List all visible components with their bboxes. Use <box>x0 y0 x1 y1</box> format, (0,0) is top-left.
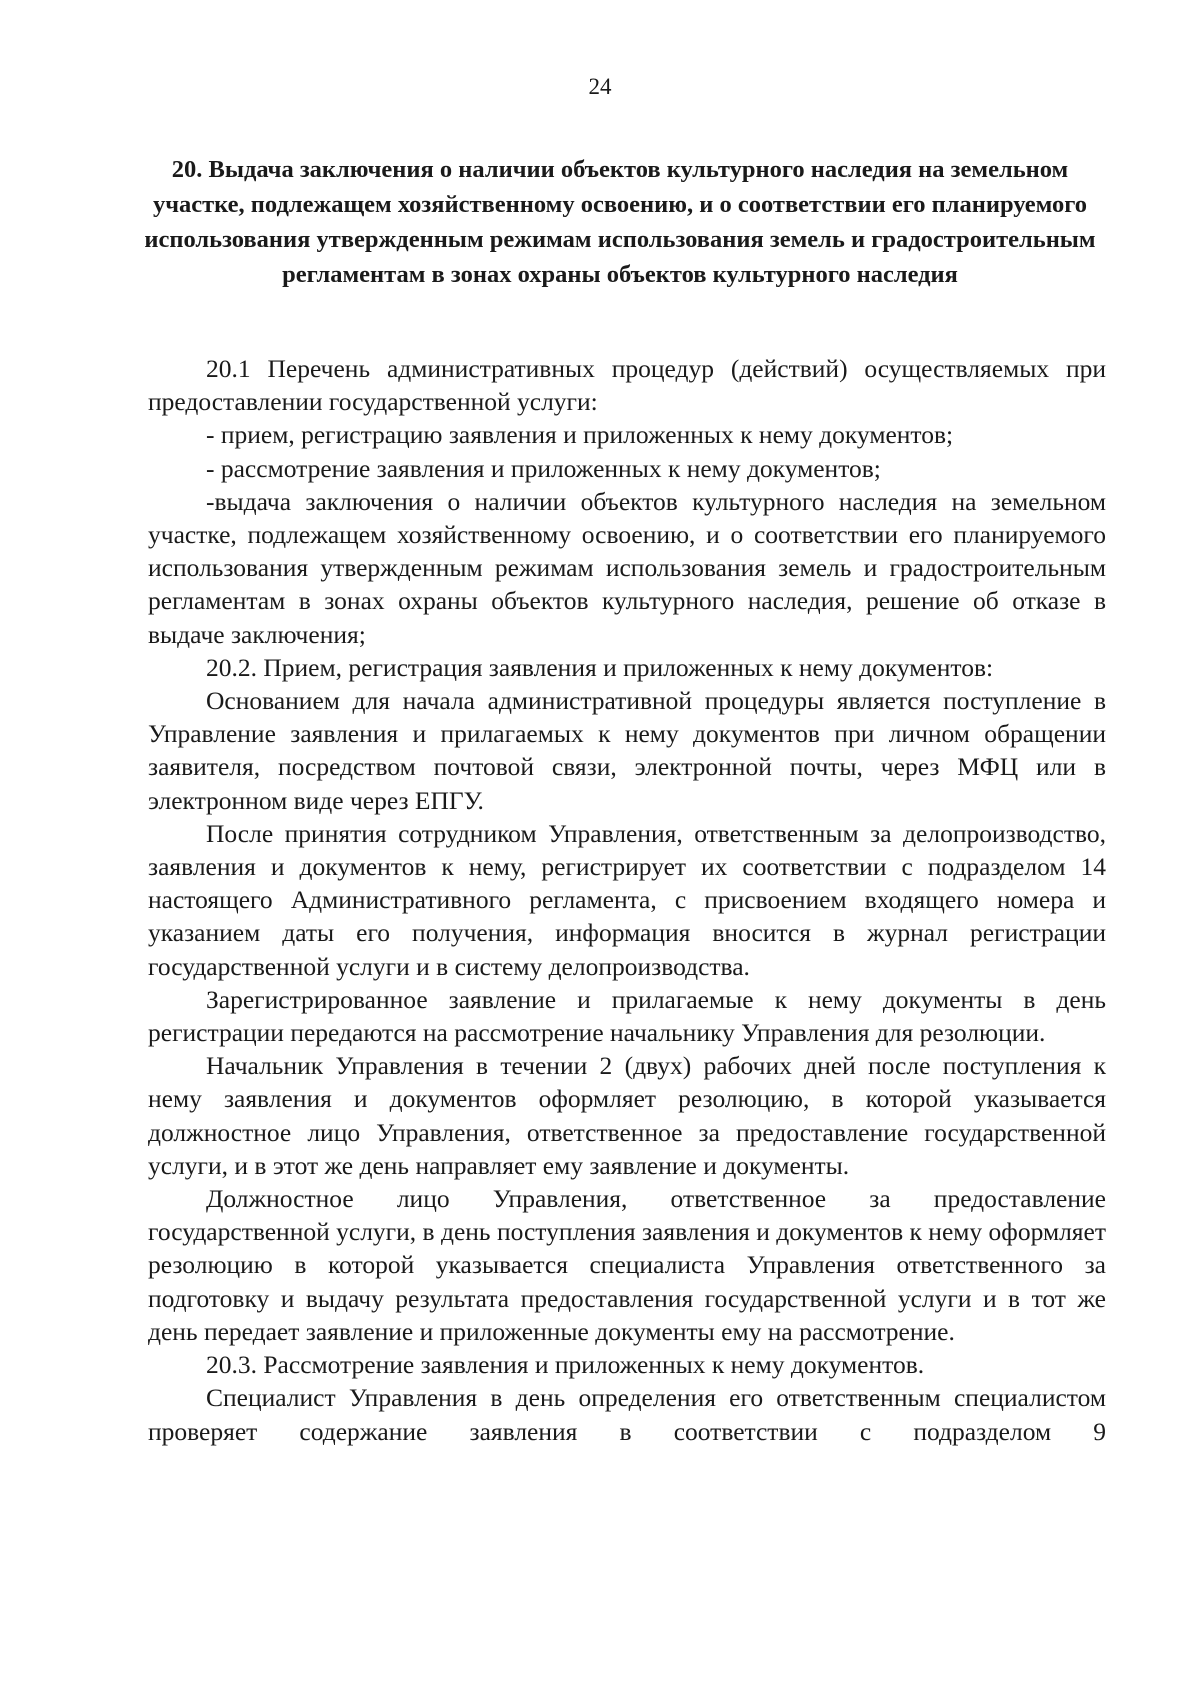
document-body <box>148 352 1106 1448</box>
paragraph-transfer: Зарегистрированное заявление и прилагаемые к нему документы в день регистрации передаются на рассмотрение начальнику Управления для резолюции. <box>148 984 1106 1048</box>
paragraph-resolution-head: Начальник Управления в течении 2 (двух) рабочих дней после поступления к нему заявления и документов оформляет резолюцию, в которой указывается должностное лицо Управления, ответственное за предоставление государственной услуги, и в этот же день направляет ему заявление и документы. <box>148 1051 1106 1180</box>
paragraph-specialist-check: Специалист Управления в день определения его ответственным специалистом проверяет содержание заявления в соответствии с подразделом 9 <box>148 1383 1106 1446</box>
paragraph-resolution-official: Должностное лицо Управления, ответственное за предоставление государственной услуги, в день поступления заявления и документов к нему оформляет резолюцию в которой указывается специалиста Управления ответственного за подготовку и выдачу результата предоставления государственной услуги и в тот же день передает заявление и приложенные документы ему на рассмотрение. <box>148 1184 1106 1346</box>
paragraph-registration: После принятия сотрудником Управления, ответственным за делопроизводство, заявления и документов к нему, регистрирует их соответствии с подразделом 14 настоящего Административного регламента, с присвоением входящего номера и указанием даты его получения, информация вносится в журнал регистрации государственной услуги и в систему делопроизводства. <box>148 818 1106 981</box>
paragraph-grounds: Основанием для начала административной процедуры является поступление в Управление заявления и прилагаемых к нему документов при личном обращении заявителя, посредством почтовой связи, электронной почты, через МФЦ или в электронном виде через ЕПГУ. <box>148 686 1106 815</box>
page-number: 24 <box>588 74 612 99</box>
section-heading: 20. Выдача заключения о наличии объектов культурного наследия на земельном участке, подлежащем хозяйственному освоению, и о соответствии его планируемого использования утвержденным режимам использования земель и градостроительным регламентам в зонах охраны объектов культурного наследия <box>144 156 1096 288</box>
paragraph-procedures-list-intro: 20.1 Перечень административных процедур (действий) осуществляемых при предоставлении государственной услуги: <box>148 354 1106 417</box>
list-item-reception: - прием, регистрацию заявления и приложенных к нему документов; <box>206 420 954 450</box>
subsection-heading-20-2: 20.2. Прием, регистрация заявления и приложенных к нему документов: <box>206 652 994 682</box>
list-item-issuance: -выдача заключения о наличии объектов культурного наследия на земельном участке, подлежащем хозяйственному освоению, и о соответствии его планируемого использования утвержденным режимам использования земель и градостроительным регламентам в зонах охраны объектов культурного наследия, решение об отказе в выдаче заключения; <box>148 486 1106 649</box>
subsection-heading-20-3: 20.3. Рассмотрение заявления и приложенных к нему документов. <box>206 1350 925 1380</box>
list-item-review: - рассмотрение заявления и приложенных к нему документов; <box>206 453 881 483</box>
